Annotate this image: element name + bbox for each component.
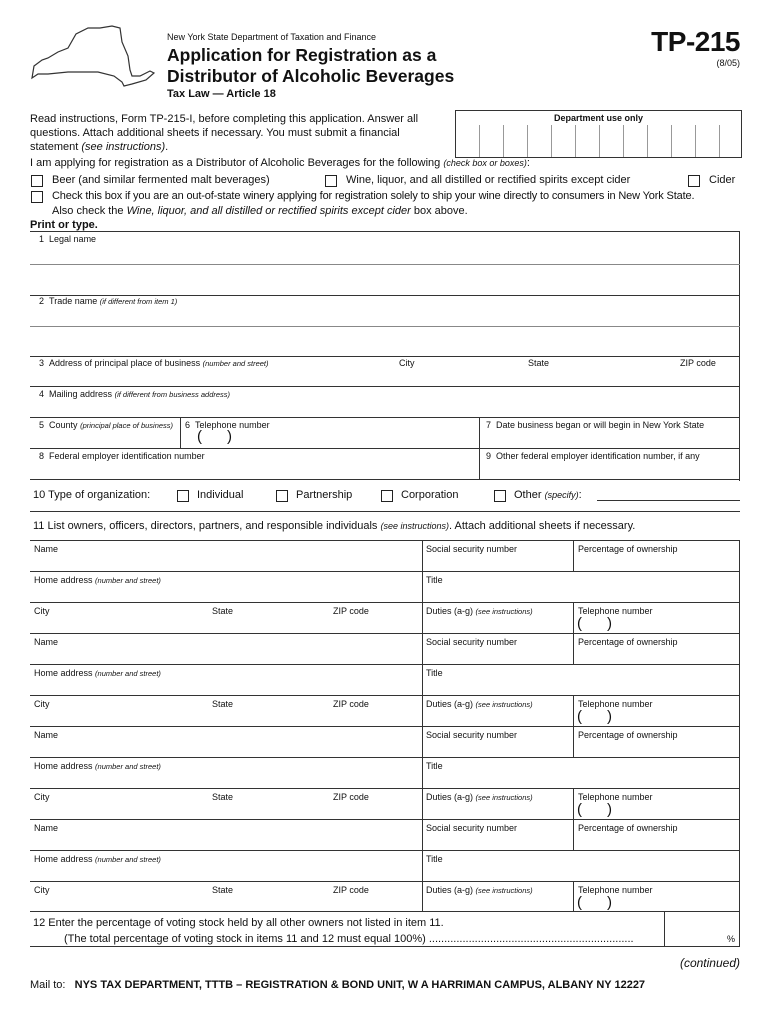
county-label: 5 County (principal place of business) <box>39 420 174 430</box>
department-use-box: Department use only <box>455 110 742 158</box>
owner-telephone-field[interactable] <box>574 882 739 912</box>
owner-telephone-field[interactable] <box>574 789 739 819</box>
owner-home-address-label: Home address (number and street) <box>34 575 161 585</box>
cider-checkbox[interactable] <box>688 175 700 187</box>
owner-telephone-field[interactable] <box>574 603 739 633</box>
organization-type-label: 10 Type of organization: <box>33 489 151 501</box>
address-zip-label: ZIP code <box>680 358 716 368</box>
owner-percentage-label: Percentage of ownership <box>578 730 678 740</box>
form-revision: (8/05) <box>716 58 740 68</box>
voting-stock-note: (The total percentage of voting stock in items 11 and 12 must equal 100%) ................................................................... <box>64 933 634 945</box>
percent-sign: % <box>727 934 736 944</box>
owner-telephone-field[interactable] <box>574 696 739 726</box>
other-specify-field[interactable] <box>597 500 740 501</box>
mail-to: Mail to: NYS TAX DEPARTMENT, TTTB – REGISTRATION & BOND UNIT, W A HARRIMAN CAMPUS, ALBANY NY 12227 <box>30 979 646 991</box>
owner-name-field[interactable] <box>31 634 421 664</box>
owner-percentage-label: Percentage of ownership <box>578 637 678 647</box>
wine-liquor-checkbox[interactable] <box>325 175 337 187</box>
owner-ssn-field[interactable] <box>423 820 572 850</box>
address-state-label: State <box>528 358 550 368</box>
owner-ssn-field[interactable] <box>423 727 572 757</box>
owner-home-address-field[interactable] <box>31 851 421 881</box>
owner-name-label: Name <box>34 823 59 833</box>
owner-percentage-field[interactable] <box>574 541 739 571</box>
owner-ssn-label: Social security number <box>426 823 518 833</box>
owner-duties-label: Duties (a-g) (see instructions) <box>426 699 533 709</box>
date-began-field[interactable] <box>480 418 739 448</box>
owner-name-label: Name <box>34 544 59 554</box>
owner-state-label: State <box>212 885 234 895</box>
form-title-line1: Application for Registration as a <box>167 45 437 65</box>
owner-duties-field[interactable] <box>423 603 572 633</box>
owner-title-field[interactable] <box>423 665 739 695</box>
owner-city-state-zip-field[interactable] <box>31 603 421 633</box>
owner-telephone-area-code: ( ) <box>577 894 613 911</box>
owner-percentage-label: Percentage of ownership <box>578 823 678 833</box>
owner-telephone-area-code: ( ) <box>577 615 613 632</box>
owner-title-label: Title <box>426 668 443 678</box>
trade-name-label: 2 Trade name (if different from item 1) <box>39 296 178 306</box>
corporation-label: Corporation <box>401 489 459 501</box>
owner-name-field[interactable] <box>31 541 421 571</box>
telephone-field[interactable] <box>181 418 478 448</box>
winery-note: Also check the Wine, liquor, and all distilled or rectified spirits except cider box above. <box>52 205 468 217</box>
owner-city-label: City <box>34 885 50 895</box>
continued-note: (continued) <box>679 956 740 970</box>
owner-name-field[interactable] <box>31 727 421 757</box>
other-id-label: 9 Other federal employer identification number, if any <box>486 451 700 461</box>
owner-state-label: State <box>212 606 234 616</box>
owner-title-field[interactable] <box>423 572 739 602</box>
winery-checkbox[interactable] <box>31 191 43 203</box>
owner-home-address-label: Home address (number and street) <box>34 854 161 864</box>
other-checkbox[interactable] <box>494 490 506 502</box>
owners-heading: 11 List owners, officers, directors, partners, and responsible individuals (see instructions). Attach additional sheets if necessary. <box>33 520 636 532</box>
county-field[interactable] <box>31 418 179 448</box>
owner-home-address-field[interactable] <box>31 758 421 788</box>
owner-ssn-label: Social security number <box>426 730 518 740</box>
corporation-checkbox[interactable] <box>381 490 393 502</box>
owner-percentage-field[interactable] <box>574 727 739 757</box>
owner-city-label: City <box>34 699 50 709</box>
legal-name-label: 1 Legal name <box>39 234 97 244</box>
applying-statement: I am applying for registration as a Distributor of Alcoholic Beverages for the following (check box or boxes): <box>30 157 530 169</box>
other-label: Other (specify): <box>514 489 582 501</box>
owner-home-address-label: Home address (number and street) <box>34 668 161 678</box>
ein-label: 8 Federal employer identification number <box>39 451 205 461</box>
owner-telephone-label: Telephone number <box>578 885 653 895</box>
partnership-checkbox[interactable] <box>276 490 288 502</box>
owner-name-field[interactable] <box>31 820 421 850</box>
owner-percentage-field[interactable] <box>574 820 739 850</box>
owner-home-address-label: Home address (number and street) <box>34 761 161 771</box>
owner-city-state-zip-field[interactable] <box>31 789 421 819</box>
owner-telephone-label: Telephone number <box>578 792 653 802</box>
legal-name-field[interactable] <box>31 232 739 294</box>
owner-title-label: Title <box>426 761 443 771</box>
beer-checkbox[interactable] <box>31 175 43 187</box>
agency-name: New York State Department of Taxation and Finance <box>167 32 376 42</box>
owner-percentage-field[interactable] <box>574 634 739 664</box>
owner-state-label: State <box>212 699 234 709</box>
owner-city-state-zip-field[interactable] <box>31 696 421 726</box>
owner-duties-field[interactable] <box>423 789 572 819</box>
owner-duties-label: Duties (a-g) (see instructions) <box>426 885 533 895</box>
voting-stock-text: 12 Enter the percentage of voting stock held by all other owners not listed in item 11. <box>33 917 444 929</box>
owner-home-address-field[interactable] <box>31 665 421 695</box>
tax-law-article: Tax Law — Article 18 <box>167 88 276 100</box>
owner-zip-label: ZIP code <box>333 792 369 802</box>
owner-city-label: City <box>34 792 50 802</box>
owner-title-field[interactable] <box>423 758 739 788</box>
wine-liquor-label: Wine, liquor, and all distilled or rectified spirits except cider <box>346 174 631 186</box>
owner-duties-field[interactable] <box>423 696 572 726</box>
individual-label: Individual <box>197 489 244 501</box>
owner-ssn-label: Social security number <box>426 544 518 554</box>
principal-address-label: 3 Address of principal place of business (number and street) <box>39 358 269 368</box>
owner-name-label: Name <box>34 637 59 647</box>
owner-duties-label: Duties (a-g) (see instructions) <box>426 606 533 616</box>
owner-city-label: City <box>34 606 50 616</box>
winery-label: Check this box if you are an out-of-state winery applying for registration solely to ship your wine directly to consumers in New York State. <box>52 190 695 202</box>
owner-telephone-area-code: ( ) <box>577 708 613 725</box>
telephone-area-code: ( ) <box>197 428 233 445</box>
print-or-type: Print or type. <box>30 219 98 231</box>
owner-ssn-label: Social security number <box>426 637 518 647</box>
owner-ssn-field[interactable] <box>423 541 572 571</box>
owner-zip-label: ZIP code <box>333 885 369 895</box>
owner-zip-label: ZIP code <box>333 699 369 709</box>
owner-duties-field[interactable] <box>423 882 572 912</box>
owner-state-label: State <box>212 792 234 802</box>
instructions-text: Read instructions, Form TP-215-I, before completing this application. Answer all questions. Attach additional sheets if necessary. You must submit a financial statement (see instructions). <box>30 113 419 153</box>
address-city-label: City <box>399 358 415 368</box>
owner-name-label: Name <box>34 730 59 740</box>
other-id-field[interactable] <box>480 449 739 479</box>
owner-title-label: Title <box>426 854 443 864</box>
owner-telephone-label: Telephone number <box>578 699 653 709</box>
owner-telephone-label: Telephone number <box>578 606 653 616</box>
telephone-label: 6 Telephone number <box>185 420 270 430</box>
new-york-state-outline-icon <box>28 24 156 88</box>
mailing-address-field[interactable] <box>31 387 739 417</box>
principal-address-field[interactable] <box>31 357 739 386</box>
date-began-label: 7 Date business began or will begin in New York State <box>486 420 705 430</box>
owner-title-field[interactable] <box>423 851 739 881</box>
cider-label: Cider <box>709 174 736 186</box>
partnership-label: Partnership <box>296 489 353 501</box>
form-title-line2: Distributor of Alcoholic Beverages <box>167 66 455 86</box>
individual-checkbox[interactable] <box>177 490 189 502</box>
ein-field[interactable] <box>31 449 478 479</box>
owner-percentage-label: Percentage of ownership <box>578 544 678 554</box>
owner-zip-label: ZIP code <box>333 606 369 616</box>
owner-home-address-field[interactable] <box>31 572 421 602</box>
owner-duties-label: Duties (a-g) (see instructions) <box>426 792 533 802</box>
mailing-address-label: 4 Mailing address (if different from business address) <box>39 389 231 399</box>
owner-telephone-area-code: ( ) <box>577 801 613 818</box>
beer-label: Beer (and similar fermented malt beverages) <box>52 174 270 186</box>
owner-city-state-zip-field[interactable] <box>31 882 421 912</box>
owner-ssn-field[interactable] <box>423 634 572 664</box>
form-number: TP-215 <box>651 26 740 57</box>
owner-title-label: Title <box>426 575 443 585</box>
